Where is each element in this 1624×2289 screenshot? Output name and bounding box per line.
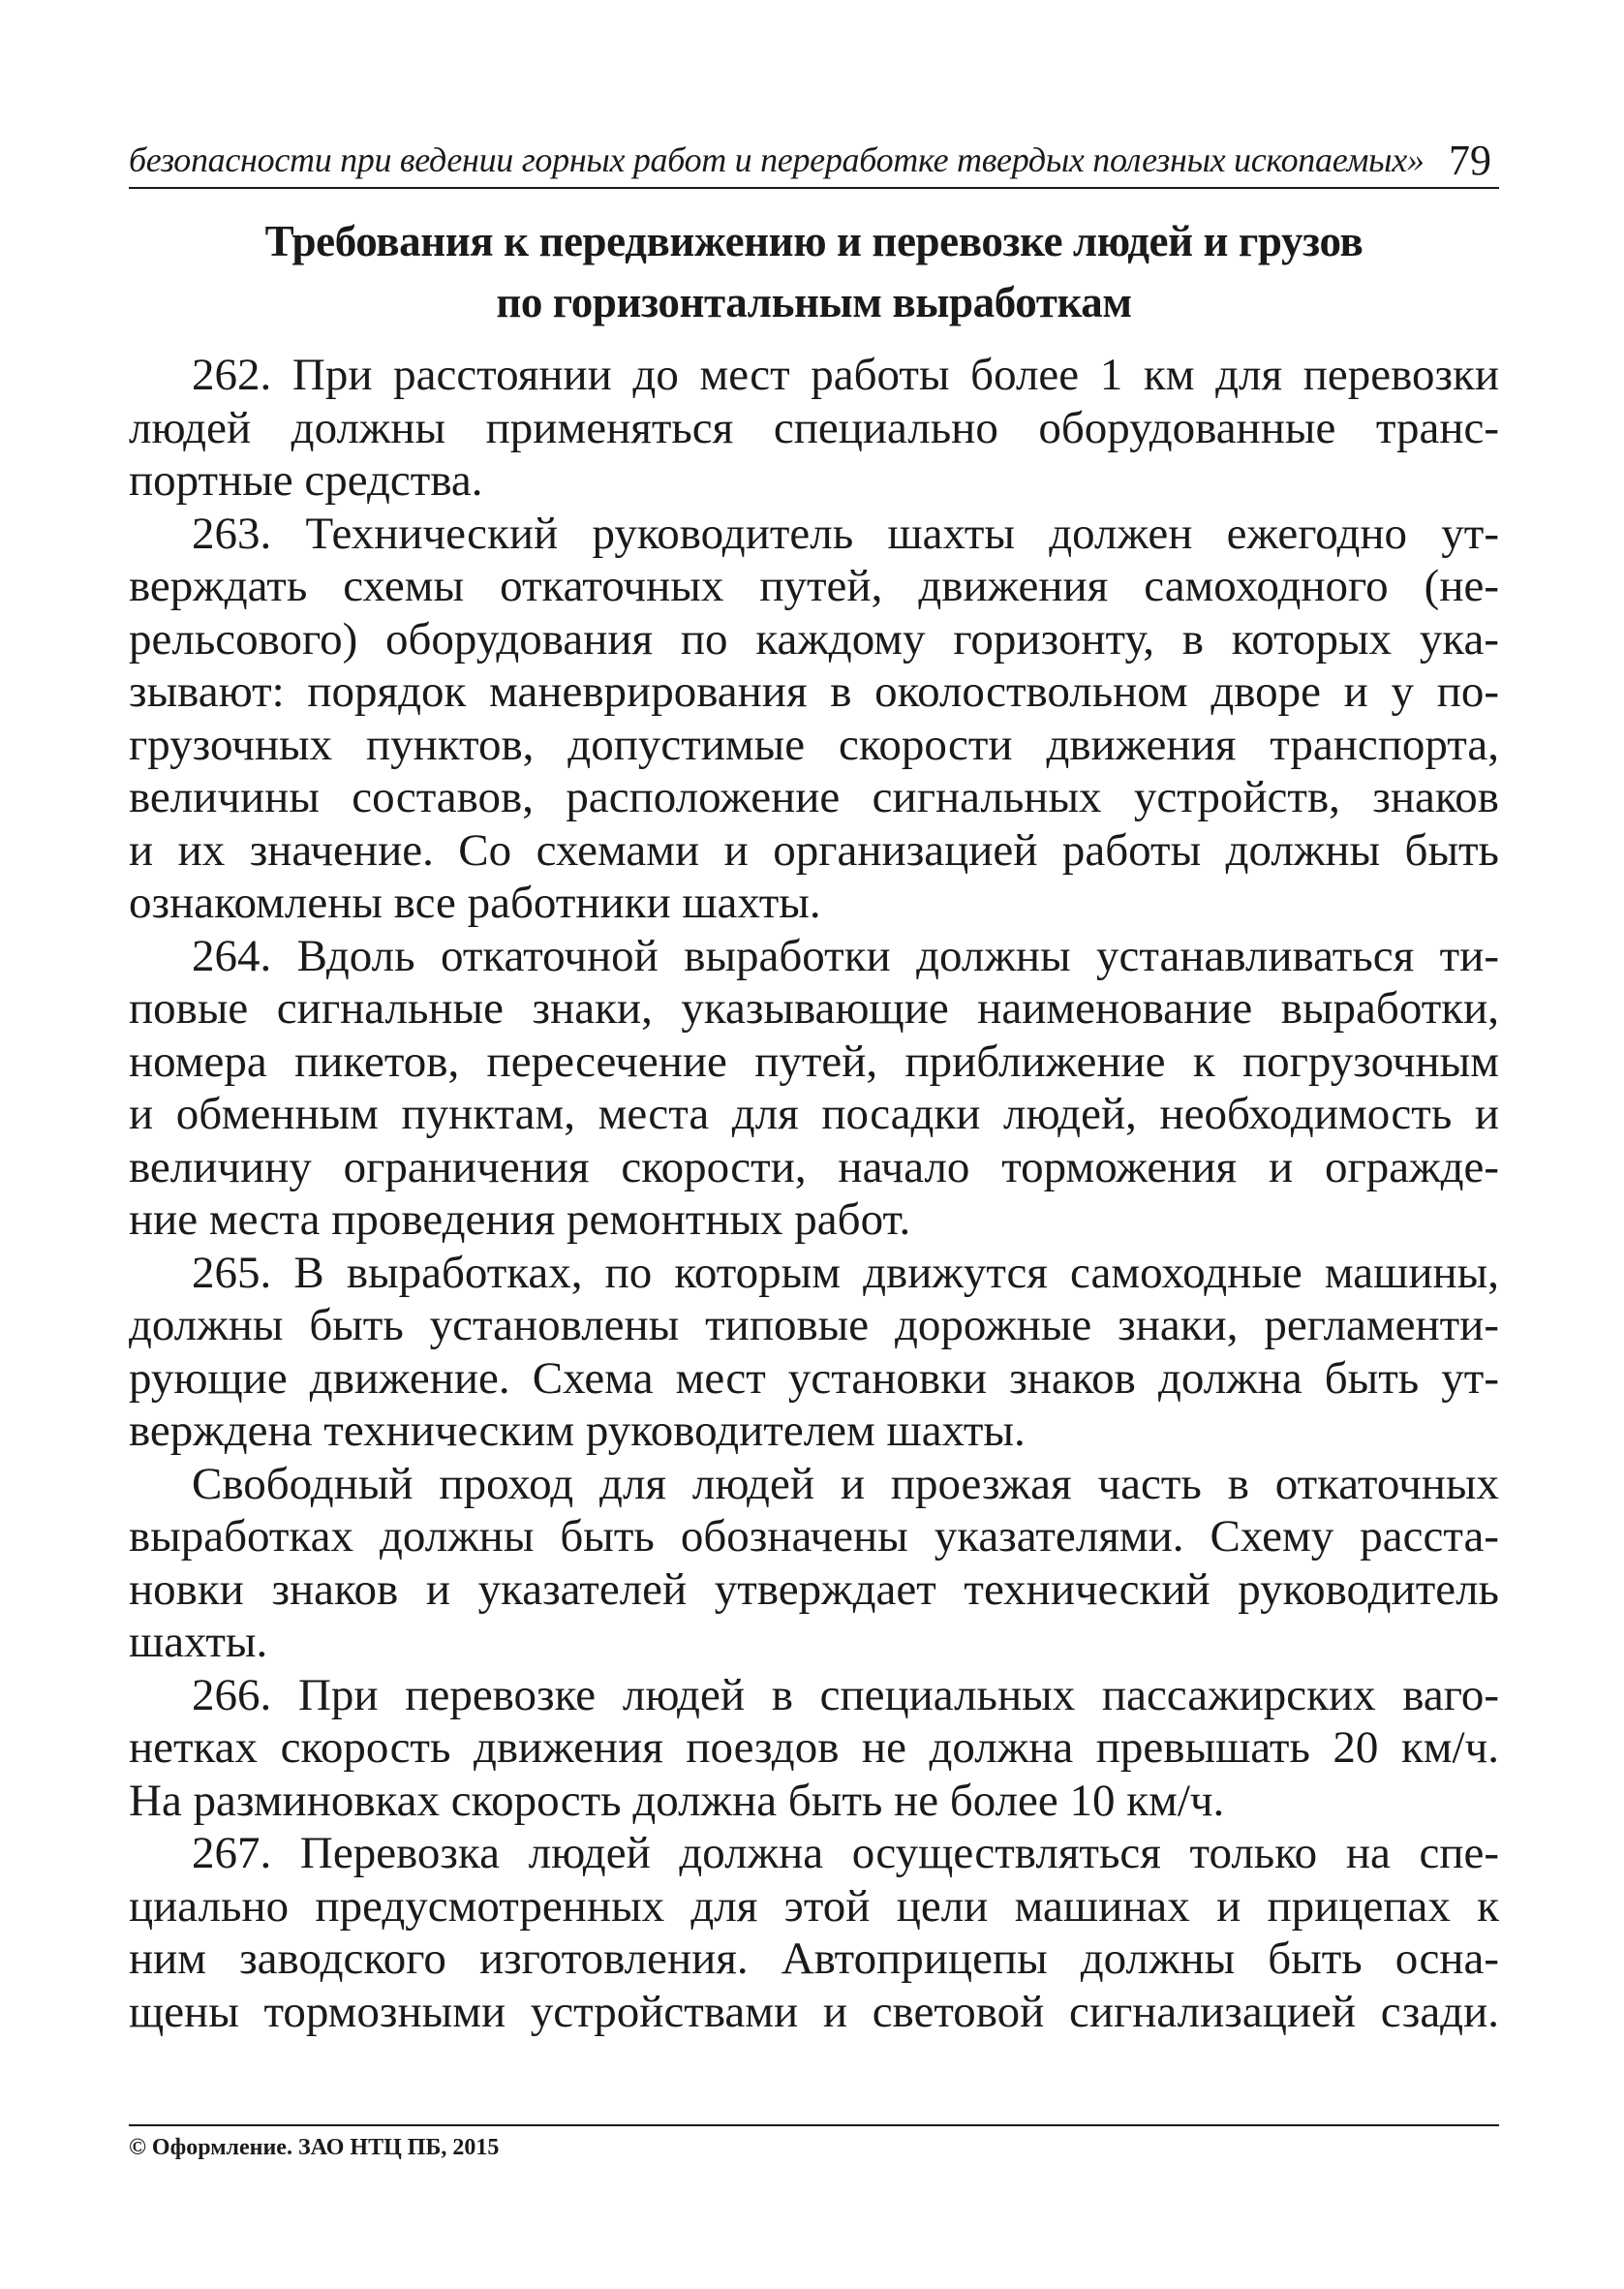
paragraph-264-line: 264. Вдоль откаточной выработки должны устанавливаться ти- [192, 930, 1499, 981]
paragraph-263-line: зывают: порядок маневрирования в околоствольном дворе и у по- [129, 666, 1499, 717]
paragraph-265-line: рующие движение. Схема мест установки знаков должна быть ут- [129, 1352, 1499, 1404]
footer-divider [129, 2124, 1499, 2126]
running-header-title: безопасности при ведении горных работ и переработке твердых полезных ископаемых» [129, 140, 1425, 179]
paragraph-265b-line: новки знаков и указателей утверждает технический руководитель [129, 1563, 1499, 1615]
header-divider [129, 187, 1499, 189]
paragraph-263-line: величины составов, расположение сигнальных устройств, знаков [129, 772, 1499, 822]
paragraph-263-line: и их значение. Со схемами и организацией работы должны быть [129, 824, 1499, 876]
page-number: 79 [1449, 137, 1491, 184]
section-title [129, 211, 1499, 333]
paragraph-265b-line: выработках должны быть обозначены указателями. Схему расста- [129, 1511, 1499, 1562]
body-text [129, 349, 1499, 2038]
paragraph-263-line: 263. Технический руководитель шахты должен ежегодно ут- [192, 508, 1499, 559]
section-title-line: Требования к передвижению и перевозке людей и грузов [264, 217, 1364, 265]
paragraph-266-line: На разминовках скорость должна быть не более 10 км/ч. [129, 1775, 1225, 1826]
paragraph-262-line: портные средства. [129, 455, 483, 506]
paragraph-266-line: нетках скорость движения поездов не должна превышать 20 км/ч. [129, 1722, 1499, 1773]
section-title-line: по горизонтальным выработкам [496, 278, 1132, 326]
paragraph-265-line: должны быть установлены типовые дорожные знаки, регламенти- [129, 1300, 1499, 1350]
paragraph-264-line: ние места проведения ремонтных работ. [129, 1194, 911, 1245]
footer-copyright: © Оформление. ЗАО НТЦ ПБ, 2015 [129, 2135, 500, 2160]
paragraph-264-line: величину ограничения скорости, начало торможения и огражде- [129, 1141, 1499, 1192]
paragraph-262-line: людей должны применяться специально оборудованные транс- [129, 402, 1499, 453]
paragraph-267-line: щены тормозными устройствами и световой сигнализацией сзади. [129, 1986, 1499, 2037]
paragraph-267-line: 267. Перевозка людей должна осуществляться только на спе- [192, 1828, 1499, 1878]
paragraph-263-line: ознакомлены все работники шахты. [129, 878, 821, 928]
paragraph-264-line: номера пикетов, пересечение путей, приближение к погрузочным [129, 1036, 1499, 1087]
paragraph-267-line: циально предусмотренных для этой цели машинах и прицепах к [129, 1880, 1499, 1932]
paragraph-264-line: и обменным пунктам, места для посадки людей, необходимость и [129, 1089, 1499, 1139]
paragraph-265b-line: шахты. [129, 1617, 268, 1667]
paragraph-265b-line: Свободный проход для людей и проезжая часть в откаточных [192, 1458, 1499, 1509]
paragraph-267-line: ним заводского изготовления. Автоприцепы должны быть осна- [129, 1933, 1499, 1984]
paragraph-263-line: рельсового) оборудования по каждому горизонту, в которых ука- [129, 613, 1499, 665]
paragraph-265-line: 265. В выработках, по которым движутся самоходные машины, [192, 1247, 1499, 1298]
paragraph-266-line: 266. При перевозке людей в специальных пассажирских ваго- [192, 1669, 1499, 1720]
paragraph-263-line: верждать схемы откаточных путей, движения самоходного (не- [129, 561, 1499, 611]
paragraph-265-line: верждена техническим руководителем шахты. [129, 1406, 1026, 1456]
running-header [129, 134, 1499, 188]
paragraph-263-line: грузочных пунктов, допустимые скорости движения транспорта, [129, 719, 1499, 770]
paragraph-262-line: 262. При расстоянии до мест работы более 1 км для перевозки [192, 350, 1499, 400]
paragraph-264-line: повые сигнальные знаки, указывающие наименование выработки, [129, 983, 1499, 1034]
